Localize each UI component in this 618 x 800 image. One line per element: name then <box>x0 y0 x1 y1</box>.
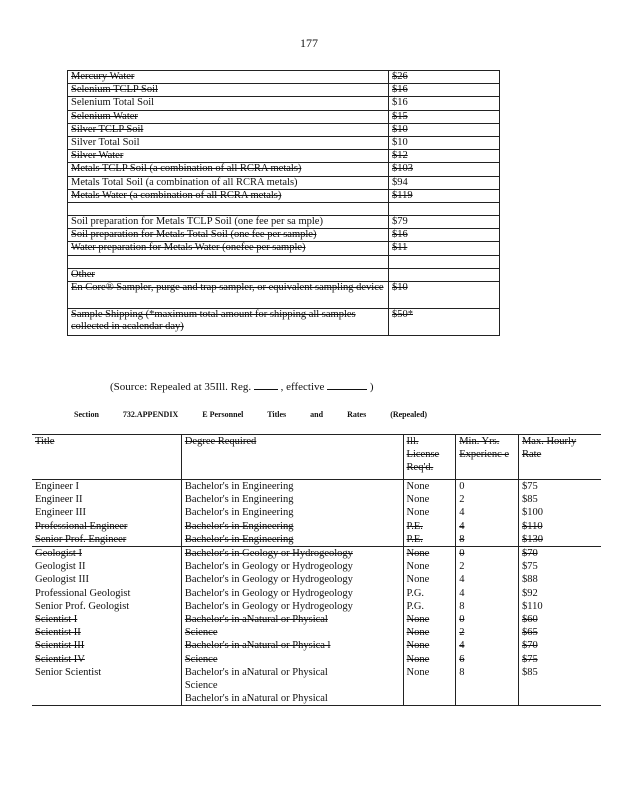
fee-item: Other <box>68 268 389 281</box>
fee-row <box>68 216 500 229</box>
fee-price <box>389 255 500 268</box>
personnel-row <box>32 613 601 626</box>
fee-price: $10 <box>389 123 500 136</box>
rate-years: 8 <box>456 600 519 613</box>
fee-row <box>68 242 500 255</box>
rate-max: $92 <box>518 587 601 600</box>
rate-title: Engineer II <box>35 494 83 506</box>
rate-title: Senior Prof. Engineer <box>32 533 181 547</box>
fee-row <box>68 229 500 242</box>
rate-license: None <box>403 480 456 494</box>
fee-price: $12 <box>389 150 500 163</box>
fee-row <box>68 309 500 336</box>
fee-price: $103 <box>389 163 500 176</box>
fee-item <box>68 255 389 268</box>
rate-years: 0 <box>456 480 519 494</box>
rate-degree: Science <box>181 653 403 666</box>
fee-price: $16 <box>389 97 500 110</box>
fee-item: Metals Water (a combination of all RCRA metals) <box>68 189 389 202</box>
rate-license: P.G. <box>403 587 456 600</box>
personnel-row <box>32 653 601 666</box>
source-mid: , effective <box>280 381 325 393</box>
personnel-rates <box>32 434 601 706</box>
personnel-row <box>32 626 601 639</box>
fee-item: Metals Total Soil (a combination of all RCRA metals) <box>68 176 389 189</box>
header-degree: Degree Required <box>181 435 403 480</box>
section-word-6: Rates <box>347 410 367 419</box>
rate-max: $75 <box>518 480 601 494</box>
fee-row <box>68 150 500 163</box>
header-years: Min. Yrs. Experienc e <box>456 435 519 480</box>
fee-item: Selenium Water <box>68 110 389 123</box>
rate-license <box>403 692 456 706</box>
personnel-rates-table <box>32 435 601 706</box>
section-word-2: 732.APPENDIX <box>122 410 179 419</box>
rate-license: P.E. <box>403 520 456 533</box>
personnel-row <box>32 600 601 613</box>
fee-row <box>68 110 500 123</box>
rate-years: 6 <box>456 653 519 666</box>
header-rate: Max. Hourly Rate <box>518 435 601 480</box>
rate-title: Geologist I <box>35 548 82 560</box>
fee-price: $26 <box>389 71 500 84</box>
fee-row <box>68 123 500 136</box>
rate-license: None <box>403 573 456 586</box>
rate-years: 4 <box>456 520 519 533</box>
fee-item: Silver Water <box>68 150 389 163</box>
fee-item: Soil preparation for Metals TCLP Soil (one fee per sa mple) <box>68 216 389 229</box>
rate-title: Scientist I <box>35 614 78 626</box>
personnel-row <box>32 506 601 519</box>
rate-license: None <box>403 547 456 561</box>
rate-license: P.G. <box>403 600 456 613</box>
rate-years <box>456 692 519 706</box>
section-word-4: Titles <box>267 410 287 419</box>
fee-price: $10 <box>389 282 500 309</box>
rate-max: $65 <box>518 626 601 639</box>
rate-title <box>32 679 181 692</box>
fee-price: $16 <box>389 229 500 242</box>
rate-title: Geologist III <box>35 574 89 586</box>
fee-row <box>68 176 500 189</box>
fee-price: $15 <box>389 110 500 123</box>
rate-license: None <box>403 493 456 506</box>
rate-degree: Bachelor's in Geology or Hydrogeology <box>181 587 403 600</box>
rate-title <box>32 692 181 706</box>
personnel-row <box>32 493 601 506</box>
fee-item: Silver Total Soil <box>68 136 389 149</box>
fee-price: $16 <box>389 84 500 97</box>
rate-degree: Bachelor's in Geology or Hydrogeology <box>181 560 403 573</box>
rate-years: 8 <box>456 666 519 679</box>
personnel-row <box>32 520 601 533</box>
rate-title: Scientist III <box>35 640 85 652</box>
rate-degree: Bachelor's in Engineering <box>181 493 403 506</box>
source-blank-date <box>327 389 367 390</box>
personnel-row <box>32 679 601 692</box>
fee-price: $79 <box>389 216 500 229</box>
rate-years: 2 <box>456 493 519 506</box>
fee-price: $119 <box>389 189 500 202</box>
rate-license: None <box>403 626 456 639</box>
rate-max: $88 <box>518 573 601 586</box>
rate-title: Senior Scientist <box>35 666 102 678</box>
rate-degree: Bachelor's in Engineering <box>181 480 403 494</box>
personnel-row <box>32 547 601 561</box>
personnel-row <box>32 560 601 573</box>
rate-max <box>518 692 601 706</box>
rate-max <box>518 679 601 692</box>
rate-license: None <box>403 666 456 679</box>
fee-row <box>68 71 500 84</box>
fee-item: Selenium TCLP Soil <box>68 84 389 97</box>
rate-license: None <box>403 613 456 626</box>
section-word-3: E Personnel <box>202 410 244 419</box>
fee-row <box>68 163 500 176</box>
rate-license: None <box>403 560 456 573</box>
source-suffix: ) <box>369 381 374 393</box>
rate-license: None <box>403 506 456 519</box>
rate-max: $85 <box>518 666 601 679</box>
rate-max: $100 <box>518 506 601 519</box>
rate-years: 4 <box>456 639 519 652</box>
rate-title: Scientist II <box>35 627 81 639</box>
fee-price: $94 <box>389 176 500 189</box>
source-prefix: (Source: Repealed at 35Ill. Reg. <box>110 381 252 393</box>
rate-years: 4 <box>456 573 519 586</box>
rate-degree: Bachelor's in aNatural or Physical <box>181 666 403 679</box>
fee-item: En Core® Sampler, purge and trap sampler, or equivalent sampling device <box>68 282 389 309</box>
rate-degree: Bachelor's in Geology or Hydrogeology <box>181 600 403 613</box>
rate-max: $110 <box>518 600 601 613</box>
fee-item: Mercury Water <box>68 71 389 84</box>
rate-degree: Science <box>181 679 403 692</box>
fee-item: Water preparation for Metals Water (onefee per sample) <box>68 242 389 255</box>
rate-title: Senior Prof. Geologist <box>35 600 130 612</box>
rate-title: Geologist II <box>35 561 86 573</box>
rate-max: $70 <box>518 639 601 652</box>
fee-item: Silver TCLP Soil <box>68 123 389 136</box>
rate-years: 4 <box>456 587 519 600</box>
rate-title: Engineer I <box>35 481 80 492</box>
section-word-1: Section <box>74 410 99 419</box>
fee-price: $50* <box>389 309 500 336</box>
rate-years: 8 <box>456 533 519 547</box>
rates-header-row <box>32 435 601 480</box>
rate-years: 2 <box>456 626 519 639</box>
rate-title: Scientist IV <box>35 653 85 665</box>
fee-item: Soil preparation for Metals Total Soil (one fee per sample) <box>68 229 389 242</box>
section-word-5: and <box>310 410 324 419</box>
fee-row <box>68 97 500 110</box>
rate-degree: Bachelor's in Geology or Hydrogeology <box>181 547 403 561</box>
personnel-row <box>32 533 601 547</box>
personnel-row <box>32 587 601 600</box>
fee-price: $10 <box>389 136 500 149</box>
rate-title: Professional Engineer <box>35 520 128 532</box>
rate-degree: Bachelor's in Engineering <box>181 533 403 547</box>
personnel-row <box>32 639 601 652</box>
fee-row <box>68 268 500 281</box>
analysis-fee-table <box>67 70 500 336</box>
personnel-row <box>32 480 601 494</box>
fee-row <box>68 255 500 268</box>
fee-row <box>68 189 500 202</box>
rate-degree: Bachelor's in Engineering <box>181 506 403 519</box>
fee-item: Sample Shipping (*maximum total amount for shipping all samples collected in acalendar day) <box>68 309 389 336</box>
fee-item <box>68 202 389 215</box>
rate-years: 2 <box>456 560 519 573</box>
fee-item: Selenium Total Soil <box>68 97 389 110</box>
rate-license: P.E. <box>403 533 456 547</box>
fee-price: $11 <box>389 242 500 255</box>
rate-degree: Bachelor's in aNatural or Physical <box>181 692 403 706</box>
rate-max: $60 <box>518 613 601 626</box>
page-number: 177 <box>300 36 318 50</box>
fee-row <box>68 282 500 309</box>
fee-price <box>389 268 500 281</box>
rate-degree: Bachelor's in Engineering <box>181 520 403 533</box>
section-heading <box>74 410 449 419</box>
fee-price <box>389 202 500 215</box>
source-note <box>110 381 374 393</box>
header-license: Ill. License Req'd. <box>403 435 456 480</box>
rate-license <box>403 679 456 692</box>
rate-max: $130 <box>518 533 601 547</box>
fee-row <box>68 202 500 215</box>
rate-years: 0 <box>456 547 519 561</box>
rate-license: None <box>403 653 456 666</box>
rate-max: $75 <box>518 560 601 573</box>
rate-degree: Bachelor's in aNatural or Physica l <box>181 639 403 652</box>
rate-years <box>456 679 519 692</box>
rate-degree: Bachelor's in aNatural or Physical <box>181 613 403 626</box>
personnel-row <box>32 666 601 679</box>
rate-title: Professional Geologist <box>35 587 131 599</box>
rate-degree: Bachelor's in Geology or Hydrogeology <box>181 573 403 586</box>
rate-max: $70 <box>518 547 601 561</box>
personnel-row <box>32 573 601 586</box>
fee-row <box>68 136 500 149</box>
section-word-7: (Repealed) <box>390 410 428 419</box>
personnel-row <box>32 692 601 706</box>
fee-item: Metals TCLP Soil (a combination of all RCRA metals) <box>68 163 389 176</box>
header-title: Title <box>32 435 181 480</box>
fee-row <box>68 84 500 97</box>
rate-max: $110 <box>518 520 601 533</box>
rate-degree: Science <box>181 626 403 639</box>
source-blank-volume <box>254 389 278 390</box>
rate-license: None <box>403 639 456 652</box>
rate-max: $75 <box>518 653 601 666</box>
rate-years: 4 <box>456 506 519 519</box>
rate-title: Engineer III <box>35 507 87 519</box>
rate-max: $85 <box>518 493 601 506</box>
rate-years: 0 <box>456 613 519 626</box>
